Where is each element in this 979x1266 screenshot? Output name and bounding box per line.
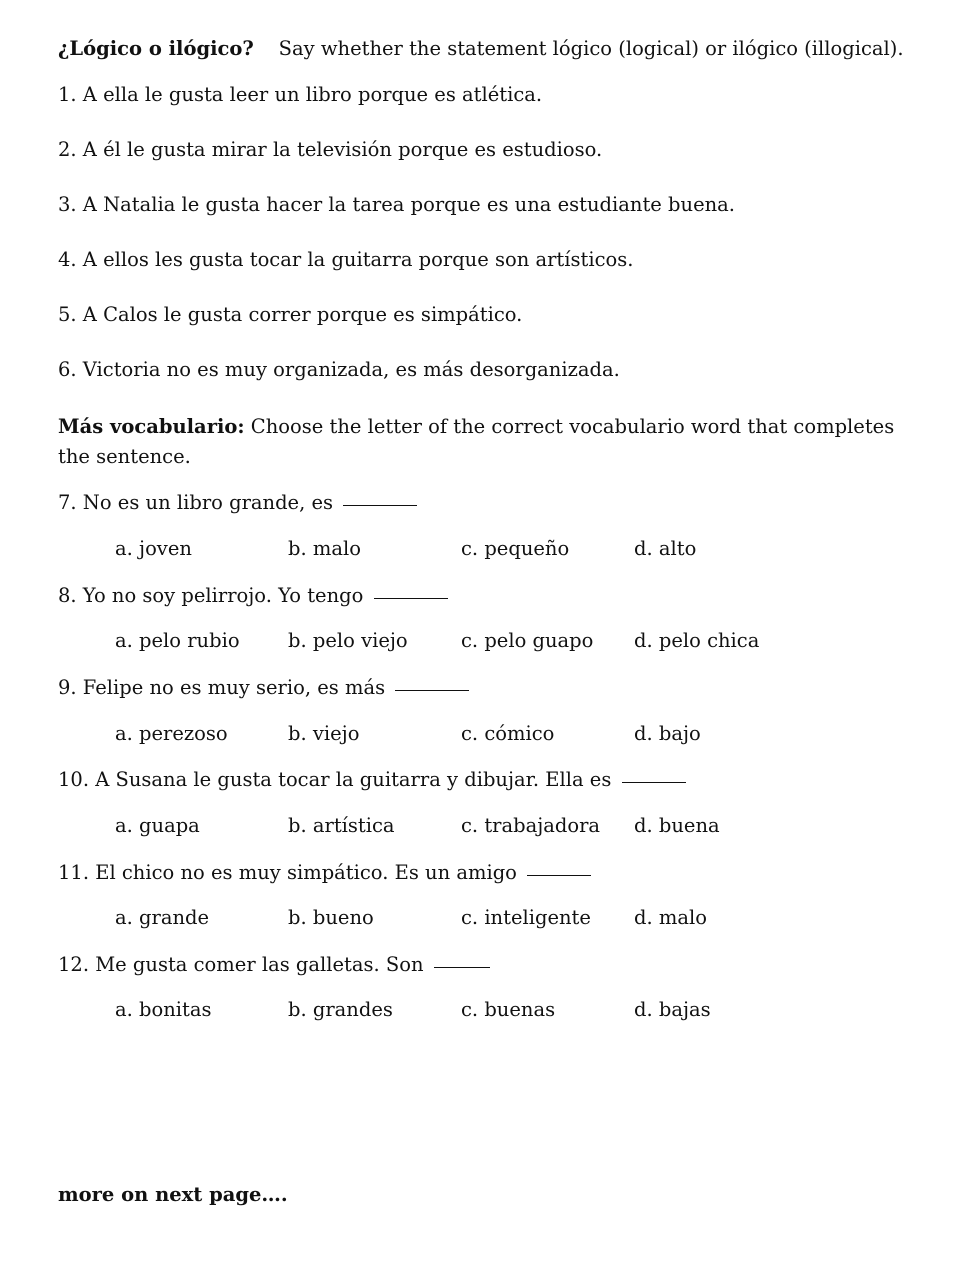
option-c: c. pequeño [461,537,570,560]
question-12 [58,950,490,980]
question-text: 10. A Susana le gusta tocar la guitarra y dibujar. Ella es [58,768,612,791]
option-c: c. trabajadora [461,814,601,837]
answer-blank [622,782,686,783]
option-d: d. buena [634,814,720,837]
answer-blank [374,598,448,599]
option-b: b. grandes [288,998,393,1021]
answer-blank [527,875,591,876]
answer-blank [395,690,469,691]
option-b: b. viejo [288,722,360,745]
footer-note: more on next page…. [58,1183,288,1206]
question-text: 8. Yo no soy pelirrojo. Yo tengo [58,584,364,607]
option-d: d. bajas [634,998,711,1021]
option-b: b. bueno [288,906,374,929]
statement-5: 5. A Calos le gusta correr porque es simpático. [58,303,523,326]
option-b: b. malo [288,537,361,560]
option-c: c. cómico [461,722,555,745]
option-c: c. pelo guapo [461,629,594,652]
statement-3: 3. A Natalia le gusta hacer la tarea porque es una estudiante buena. [58,193,735,216]
option-a: a. pelo rubio [115,629,240,652]
section1-title: ¿Lógico o ilógico? [58,37,254,60]
option-a: a. grande [115,906,210,929]
question-text: 12. Me gusta comer las galletas. Son [58,953,424,976]
option-a: a. guapa [115,814,200,837]
option-b: b. artística [288,814,395,837]
section1-header [58,34,904,64]
option-c: c. buenas [461,998,556,1021]
section1-instruction: Say whether the statement lógico (logical) or ilógico (illogical). [278,37,904,60]
option-a: a. bonitas [115,998,212,1021]
question-text: 7. No es un libro grande, es [58,491,334,514]
option-b: b. pelo viejo [288,629,408,652]
answer-blank [343,505,417,506]
option-d: d. bajo [634,722,701,745]
section2-header [58,412,898,472]
option-d: d. pelo chica [634,629,760,652]
option-d: d. alto [634,537,697,560]
answer-blank [434,967,490,968]
question-11 [58,858,591,888]
question-text: 11. El chico no es muy simpático. Es un amigo [58,861,517,884]
question-text: 9. Felipe no es muy serio, es más [58,676,386,699]
question-7 [58,488,417,518]
option-a: a. joven [115,537,192,560]
question-9 [58,673,469,703]
option-d: d. malo [634,906,707,929]
question-8 [58,581,448,611]
statement-1: 1. A ella le gusta leer un libro porque es atlética. [58,83,543,106]
statement-2: 2. A él le gusta mirar la televisión porque es estudioso. [58,138,603,161]
statement-6: 6. Victoria no es muy organizada, es más desorganizada. [58,358,620,381]
section2-instruction: Choose the letter of the correct vocabulario word that completes the sentence. [58,415,895,468]
statement-4: 4. A ellos les gusta tocar la guitarra porque son artísticos. [58,248,634,271]
question-10 [58,765,686,795]
section2-title: Más vocabulario: [58,415,245,438]
option-a: a. perezoso [115,722,228,745]
option-c: c. inteligente [461,906,591,929]
